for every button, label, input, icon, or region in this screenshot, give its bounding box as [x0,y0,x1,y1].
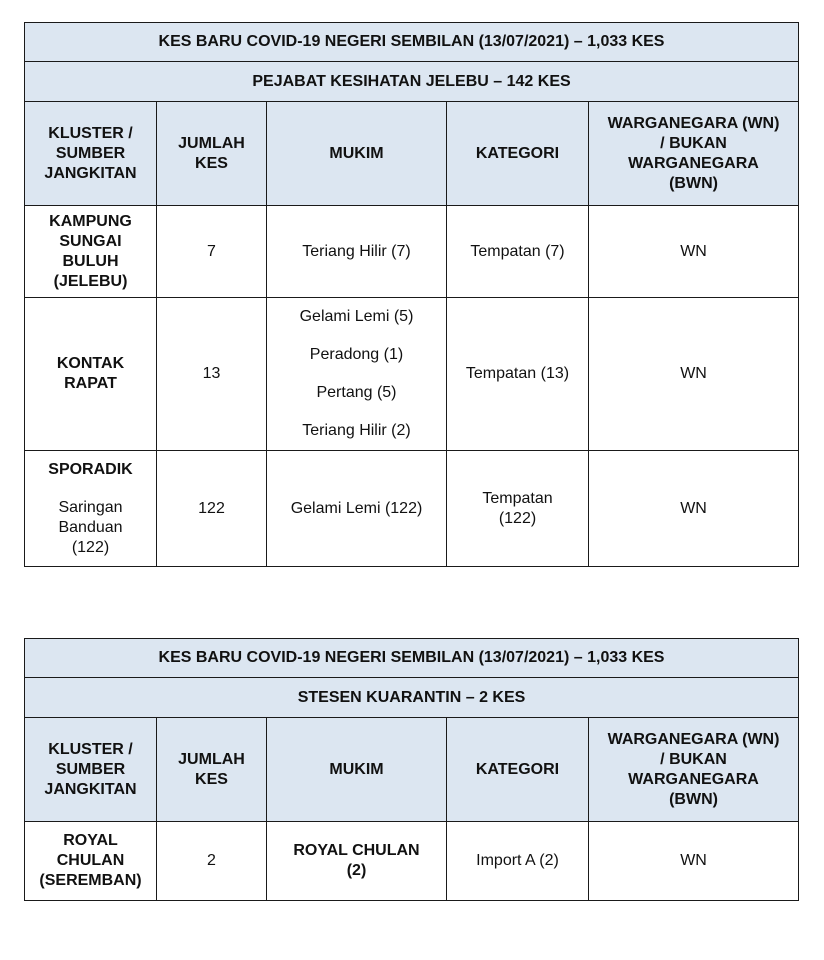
table-row [25,298,799,451]
mukim-cell: Teriang Hilir (7) [267,206,447,298]
table-subtitle-row [25,62,799,102]
mukim-cell: ROYAL CHULAN (2) [267,822,447,901]
kluster-cell: ROYAL CHULAN (SEREMBAN) [25,822,157,901]
jumlah-cell: 7 [157,206,267,298]
header-jumlah: JUMLAH KES [157,718,267,822]
jelebu-cases-table [24,22,799,567]
header-warganegara: WARGANEGARA (WN) / BUKAN WARGANEGARA (BWN) [589,718,799,822]
header-kategori: KATEGORI [447,718,589,822]
table-row [25,822,799,901]
warganegara-cell: WN [589,822,799,901]
warganegara-cell: WN [589,206,799,298]
header-mukim: MUKIM [267,718,447,822]
kuarantin-cases-table [24,638,799,901]
header-jumlah: JUMLAH KES [157,102,267,206]
table-subtitle: PEJABAT KESIHATAN JELEBU – 142 KES [25,62,799,102]
kategori-cell: Import A (2) [447,822,589,901]
header-row [25,102,799,206]
table-subtitle-row [25,678,799,718]
kluster-cell: KAMPUNG SUNGAI BULUH (JELEBU) [25,206,157,298]
kluster-cell: SPORADIK Saringan Banduan (122) [25,451,157,567]
table-title: KES BARU COVID-19 NEGERI SEMBILAN (13/07/2021) – 1,033 KES [25,23,799,62]
header-row [25,718,799,822]
header-warganegara: WARGANEGARA (WN) / BUKAN WARGANEGARA (BWN) [589,102,799,206]
table-subtitle: STESEN KUARANTIN – 2 KES [25,678,799,718]
kluster-cell: KONTAK RAPAT [25,298,157,451]
mukim-cell: Gelami Lemi (122) [267,451,447,567]
header-kategori: KATEGORI [447,102,589,206]
warganegara-cell: WN [589,298,799,451]
header-kluster: KLUSTER / SUMBER JANGKITAN [25,718,157,822]
table-title-row [25,639,799,678]
mukim-cell: Gelami Lemi (5) Peradong (1) Pertang (5) Teriang Hilir (2) [267,298,447,451]
table-row [25,451,799,567]
table-title-row [25,23,799,62]
kategori-cell: Tempatan (122) [447,451,589,567]
table-title: KES BARU COVID-19 NEGERI SEMBILAN (13/07/2021) – 1,033 KES [25,639,799,678]
kategori-cell: Tempatan (7) [447,206,589,298]
jumlah-cell: 2 [157,822,267,901]
header-mukim: MUKIM [267,102,447,206]
table-row [25,206,799,298]
kategori-cell: Tempatan (13) [447,298,589,451]
jumlah-cell: 122 [157,451,267,567]
warganegara-cell: WN [589,451,799,567]
jumlah-cell: 13 [157,298,267,451]
header-kluster: KLUSTER / SUMBER JANGKITAN [25,102,157,206]
